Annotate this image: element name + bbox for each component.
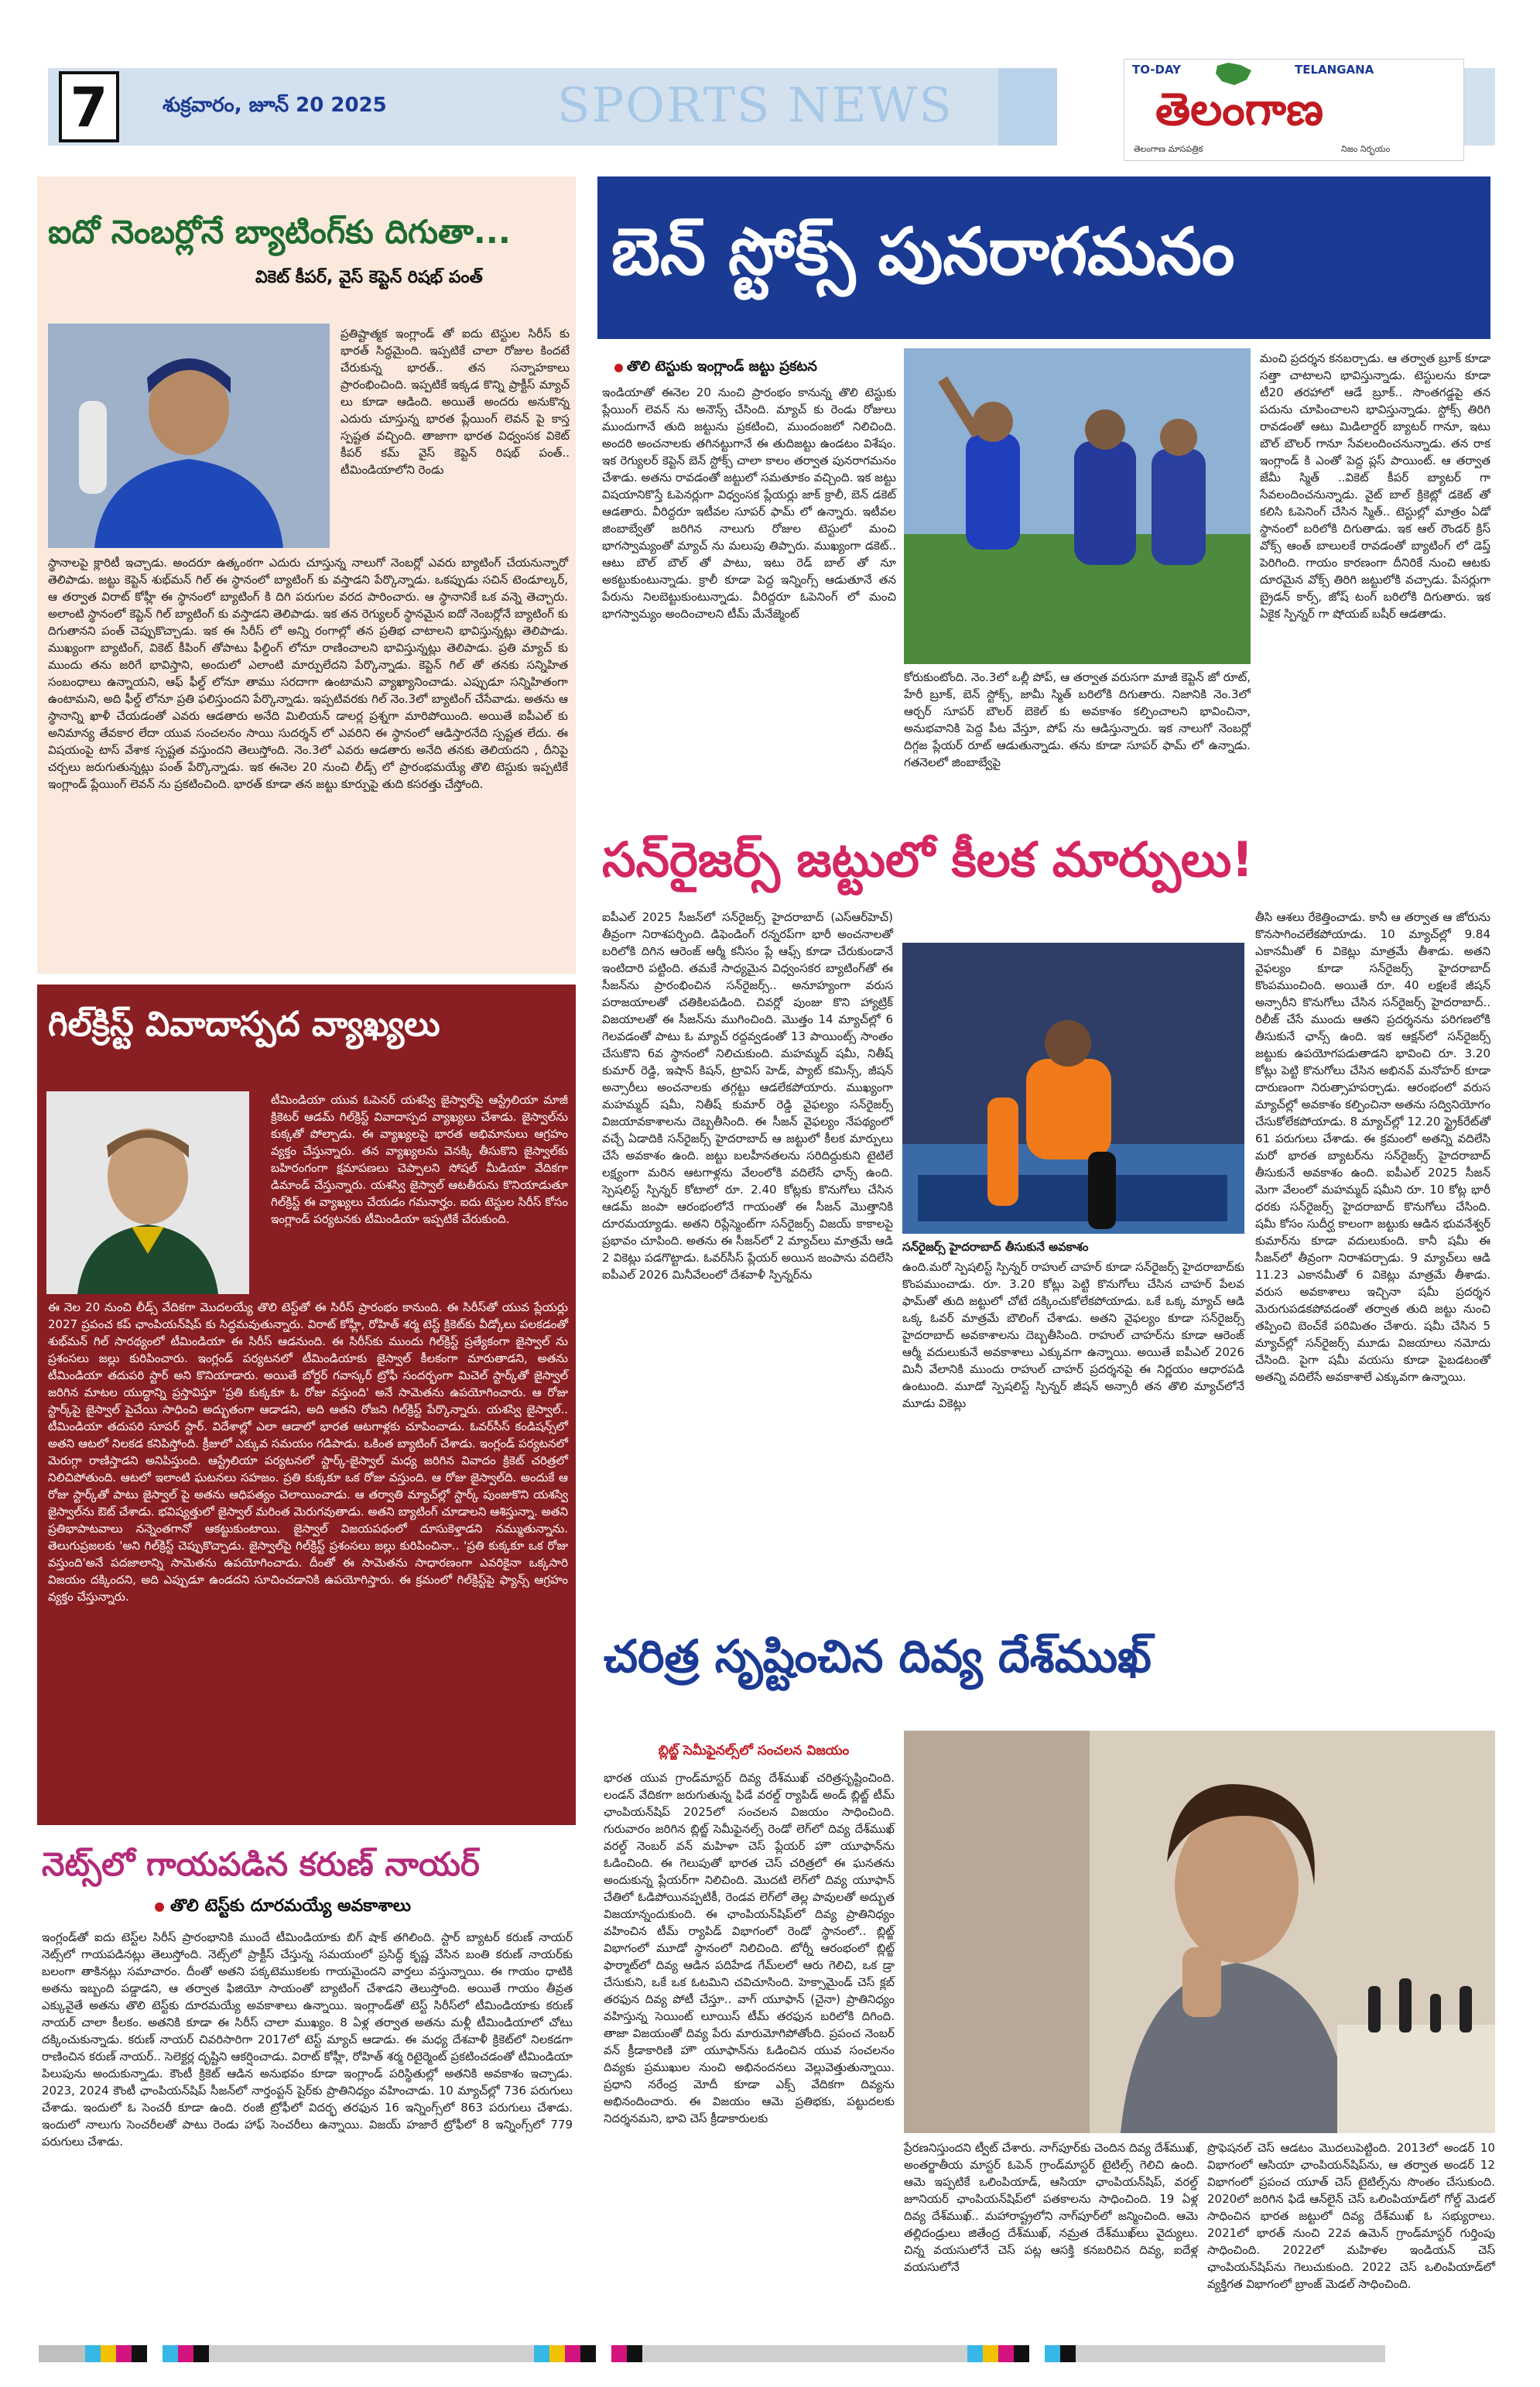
divya-headline: చరిత్ర సృష్టించిన దివ్య దేశ్‌ముఖ్ xyxy=(604,1630,1152,1683)
gilchrist-intro: టీమిండియా యువ ఓపెనర్ యశస్వి జైస్వాల్‌పై ఆస్ట్రేలియా మాజీ క్రికెటర్ ఆడమ్ గిల్‌క్రిస్ట్ వివాదాస్పద వ్యాఖ్యలు చేశాడు. జైస్వాల్‌ను కుక్కతో పోల్చాడు. ఈ వ్యాఖ్యలపై భారత అభిమానులు ఆగ్రహం వ్యక్తం చేస్తున్నారు. తన వ్యాఖ్యలను వెనక్కి తీసుకొని జైస్వాల్‌కు బహిరంగంగా క్షమాపణలు చెప్పాలని సోషల్ మీడియా వేదికగా డిమాండ్ చేస్తున్నారు. యశస్వి జైస్వాల్ ఆటతీరును కొనియాడుతూ గిల్‌క్రిస్ట్ ఈ వ్యాఖ్యలు చేయడం గమనార్హం. ఐదు టెస్టుల సిరీస్ కోసం ఇంగ్లాండ్ పర్యటనకు టీమిండియా ఇప్పటికే చేరుకుంది. xyxy=(271,1093,568,1226)
pant-photo xyxy=(48,324,330,548)
stokes-photo xyxy=(904,348,1251,664)
logo-band-right xyxy=(1464,68,1495,146)
gilchrist-body: ఈ నెల 20 నుంచి లీడ్స్ వేదికగా మొదలయ్యే తొలి టెస్ట్‌తో ఈ సిరీస్ ప్రారంభం కానుంది. ఈ సిరీస్‌తో యువ ప్లేయర్లు 2027 ప్రపంచ కప్ ఛాంపియన్‌షిప్ కు సిద్ధమవుతున్నారు. విరాట్ కోహ్లీ, రోహిత్ శర్మ టెస్ట్ క్రికెట్‌కు వీడ్కోలు పలకడంతో శుభ్‌మన్ గిల్ సారథ్యంలో టీమిండియా ఈ సిరీస్ ఆడనుంది. ఈ సిరీస్‌కు ముందు గిల్‌క్రిస్ట్ ప్రత్యేకంగా జైస్వాల్ ను ప్రశంసలు జల్లు కురిపించారు. ఇంగ్లండ్ పర్యటనలో టీమిండియాకు జైస్వాల్ కీలకంగా మారుతాడని, అతను టీమిండియా తదుపరి స్టార్ అని కొనియాడారు. అయితే బోర్డర్ గవాస్కర్ ట్రోఫీ సందర్భంగా మిచెల్ స్టార్క్‌తో జైస్వాల్ జరిగిన మాటల యుద్ధాన్ని ప్రస్తావిస్తూ 'ప్రతి కుక్కకూ ఓ రోజు వస్తుంది' అనే సామెతను ఉపయోగించారు. ఆ రోజు స్టార్క్‌పై జైస్వాల్ పైచేయి సాధించి అద్భుతంగా ఆడాడని, అది ఆతని రోజని గిల్‌క్రిస్ట్ పేర్కొన్నారు. యశస్వి జైస్వాల్.. టీమిండియా తదుపరి సూపర్ స్టార్. విదేశాల్లో ఎలా ఆడాలో భారత ఆటగాళ్లకు చూపించాడు. ఓవర్‌సీస్ కండిషన్స్‌లో అతని ఆటలో నిలకడ కనిపిస్తోంది. క్రీజులో ఎక్కువ సమయం గడిపాడు. ఒకింత బ్యాటింగ్ చేశాడు. ఇంగ్లండ్ పర్యటనలో మెరుగ్గా రాణిస్తాడని అనిపిస్తుంది. ఆస్ట్రేలియా పర్యటనలో స్టార్క్-జైస్వాల్ మధ్య జరిగిన వివాదం క్రికెట్ చరిత్రలో నిలిచిపోతుంది. ఆటలో ఇలాంటి ఘటనలు సహజం. ప్రతి కుక్కకూ ఒక రోజు వస్తుంది. ఆ రోజు జైస్వాల్‌ది. అందుకే ఆ రోజు స్టార్క్‌తో పాటు జైస్వాల్ పై అతను ఆధిపత్యం చెలాయించాడు. ఆ తర్వాతి మ్యాచ్‌ల్లో స్టార్క్ పుంజుకొని యశస్వి జైస్వాల్‌ను ఔట్ చేశాడు. భవిష్యత్తులో జైస్వాల్ మరింత మెరుగవుతాడు. అతని బ్యాటింగ్ చూడాలని ఆశిస్తున్నా. అతని ప్రతిభాపాటవాలు నన్నెంతగానో ఆకట్టుకుంటాయి. జైస్వాల్ విజయపథంలో దూసుకెళ్తాడని నమ్ముతున్నాను. తెలుగుప్రజలకు 'అని గిల్‌క్రిస్ట్ చెప్పుకొచ్చాడు. జైస్వాల్‌పై గిల్‌క్రిస్ట్ ప్రశంసలు జల్లు కురిపించినా.. 'ప్రతి కుక్కకూ ఒక రోజు వస్తుంది'అనే పదజాలాన్ని సామెతను ఉపయోగించాడు. దీంతో ఈ సామెతను సాధారణంగా ఎవరికైనా ఒక్కసారి విజయం దక్కిందని, అది ఎప్పుడూ ఉండదని సూచించడానికి ఉపయోగిస్తారు. ఈ క్రమంలో గిల్‌క్రిస్ట్‌పై ఫ్యాన్స్ ఆగ్రహం వ్యక్తం చేస్తున్నారు. xyxy=(48,1300,568,1604)
divya-col2: ప్రేరణనిస్తుందని ట్వీట్ చేశారు. నాగ్‌పూర్‌కు చెందిన దివ్య దేశ్‌ముఖ్, అంతర్జాతీయ మాస్టర్ ఓపెన్ గ్రాండ్‌మాస్టర్ టైటిల్స్ గెలిచి ఉంది. ఆమె ఇప్పటికే ఒలింపియాడ్, ఆసియా ఛాంపియన్‌షిప్, వరల్డ్ జూనియర్ ఛాంపియన్‌షిప్‌లో పతకాలను సాధించింది. 19 ఏళ్ల దివ్య దేశ్‌ముఖ్.. మహారాష్ట్రలోని నాగ్‌పూర్‌లో జన్మించింది. ఆమె తల్లిదండ్రులు జితేంద్ర దేశ్‌ముఖ్, నమ్రత దేశ్‌ముఖ్‌లు వైద్యులు. చిన్న వయసులోనే చెస్ పట్ల ఆసక్తి కనబరిచిన దివ్య, ఐదేళ్ల వయసులోనే xyxy=(904,2141,1198,2274)
divya-photo xyxy=(904,1731,1495,2133)
section-title: SPORTS NEWS xyxy=(557,77,953,133)
pant-subheadline: వికెట్ కీపర్, వైస్ కెప్టెన్ రిషభ్ పంత్ xyxy=(255,268,483,287)
logo-tagline-left: తెలంగాణ మాసపత్రిక xyxy=(1134,144,1203,154)
stokes-headline: బెన్ స్టోక్స్ పునరాగమనం xyxy=(611,214,1235,289)
logo-top-right: TELANGANA xyxy=(1295,63,1374,77)
pant-body: స్థానాలపై క్లారిటీ ఇచ్చాడు. అందరూ ఉత్కంఠగా ఎదురు చూస్తున్న నాలుగో నెంబర్లో ఎవరు బ్యాటింగ్ చేయనున్నారో తెలిపాడు. జట్టు కెప్టెన్ శుభ్‌మన్ గిల్ ఈ స్థానంలో బ్యాటింగ్ కు వస్తాడని పేర్కొన్నాడు. ఒకప్పుడు సచిన్ టెండూల్కర్, ఆ తర్వాత విరాట్ కోహ్లీ ఈ స్థానంలో బ్యాటింగ్ కి దిగి పరుగుల వరద పారించారు. ఆ స్థానానికే ఒక వన్నె తెచ్చారు. అలాంటి స్థానంలో కెప్టెన్ గిల్ బ్యాటింగ్ కు వస్తాడని తెలిపాడు. ఇక తన రెగ్యులర్ స్థానమైన ఐదో నెంబర్లోనే బ్యాటింగ్ కు దిగుతానని పంత్ చెప్పుకొచ్చాడు. ఇక ఈ సిరీస్ లో అన్ని రంగాల్లో తన ప్రతిభ చాటాలని భావిస్తున్నట్లు తెలిపాడు. ముఖ్యంగా బ్యాటింగ్, వికెట్ కీపింగ్ తోపాటు ఫీల్డింగ్ లోనూ రాణించాలని భావిస్తున్నట్లు తెలిపాడు. ప్రతి మ్యాచ్ కు ముందు తను జరిగే భావిస్తాని, అందులో ఎలాంటి మార్పులేదని పేర్కొన్నాడు. కెప్టెన్ గిల్ తో తనకు సన్నిహిత సంబంధాలు ఉన్నాయని, ఆఫ్ ఫీల్డ్ లోనూ తాము సరదాగా ఉంటామని వ్యాఖ్యానించాడు. ఎప్పుడూ సన్నిహితంగా ఉంటామని, అది ఫీల్డ్ లోనూ ప్రతి ఫలిస్తుందని పేర్కొన్నాడు. ఇప్పటివరకు గిల్ నెం.3లో బ్యాటింగ్ చేసేవాడు. అతను ఆ స్థానాన్ని ఖాళీ చేయడంతో ఎవరు ఆడతారు అనేది మిలియన్ డాలర్ల ప్రశ్నగా మారిపోయింది. అయితే ఐపీఎల్ కు అనిమాన్య తేవకార లేదా యువ సంచలనం సాయి సుదర్శన్ లో ఎవరిని ఈ స్థానంలో ఆడిస్తారనేది స్పష్టత లేదు. ఈ విషయంపై టాస్ వేశాక స్పష్టత వస్తుందని తెలుస్తోంది. నెం.3లో ఎవరు ఆడతారు అనేది తనకు తెలియదని , దీనిపై చర్చలు జరుగుతున్నట్లు పంత్ పేర్కొన్నాడు. ఇక ఈనెల 20 నుంచి లీడ్స్ లో ప్రారంభమయ్యే తొలి టెస్టుకు ఇప్పటికే ఇంగ్లాండ్ ప్లేయింగ్ లెవన్ ను ప్రకటించింది. భారత్ కూడా తన జట్టు కూర్పుపై తుది కసరత్తు చేస్తోంది. xyxy=(48,556,568,791)
logo-tagline-right: నిజం నిర్భయం xyxy=(1341,144,1391,154)
srh-photo-caption: సన్‌రైజర్స్ హైదరాబాద్ తీసుకునే అవకాశం xyxy=(902,1240,1089,1254)
divya-col3: ప్రొఫెషనల్ చెస్ ఆడటం మొదలుపెట్టింది. 2013లో అండర్ 10 విభాగంలో ఆసియా ఛాంపియన్‌షిప్‌ను, ఆ తర్వాత అండర్ 12 విభాగంలో ప్రపంచ యూత్ చెస్ టైటిల్స్‌ను సొంతం చేసుకుంది. 2020లో జరిగిన ఫిడే ఆన్‌లైన్ చెస్ ఒలింపియాడ్‌లో గోల్డ్ మెడల్ సాధించిన భారత జట్టులో దివ్య దేశ్‌ముఖ్ ఓ సభ్యురాలు. 2021లో భారత్ నుంచి 22వ ఉమెన్ గ్రాండ్‌మాస్టర్ గుర్తింపు సాధించింది. 2022లో మహిళల ఇండియన్ చెస్ ఛాంపియన్‌షిప్‌ను గెలుచుకుంది. 2022 చెస్ ఒలింపియాడ్‌లో వ్యక్తిగత విభాగంలో బ్రాంజ్ మెడల్ సాధించింది. xyxy=(1207,2141,1495,2291)
stokes-col3: మంచి ప్రదర్శన కనబర్చాడు. ఆ తర్వాత బ్రూక్ కూడా సత్తా చాటాలని భావిస్తున్నాడు. టెస్టులను కూడా టీ20 తరహాలో ఆడే బ్రూక్.. సొంతగడ్డపై తన పదును చూపించాలని భావిస్తున్నాడు. స్టోక్స్ తిరిగి రావడంతో ఆటు మిడిలార్డర్ బ్యాటర్ గానూ, ఇటు బౌల్ బౌలర్ గానూ సేవలందించనున్నాడు. తన రాక ఇంగ్లాండ్ కి ఎంతో పెద్ద ప్లస్ పాయింట్. ఆ తర్వాత జేమీ స్మిత్ ..వికెట్ కీపర్ బ్యాటర్ గా సేవలందించనున్నాడు. వైట్ బాల్ క్రికెట్లో డకెట్ తో కలిసి ఓపెనింగ్ చేసిన స్మిత్.. టెస్టుల్లో మాత్రం ఏడో స్థానంలో బరిలోకి దిగుతాడు. ఇక ఆల్ రౌండర్ క్రిస్ వోక్స్ ఆంత్ బాలులకే రావడంతో బ్యాటింగ్ లో డెప్త్ పెరిగింది. గాయం కారణంగా దీనిరికే నుంచి ఆటకు దూరమైన వోక్స్ తిరిగి జట్టులోకి వచ్చాడు. పేసర్లుగా బ్రైడన్ కార్స్, జోష్ టంగ్ బరిలోకి దిగుతారు. ఇక ఏకైక స్పిన్నర్ గా షోయబ్ బషీర్ ఆడతాడు. xyxy=(1260,351,1490,621)
newspaper-logo xyxy=(1124,59,1464,161)
gilchrist-headline: గిల్‌క్రిస్ట్ వివాదాస్పద వ్యాఖ్యలు xyxy=(48,1005,440,1044)
stokes-col2: కోరుకుంటోంది. నెం.3లో ఒల్లీ పోప్, ఆ తర్వాత వరుసగా మాజీ కెప్టెన్ జో రూట్, హేరీ బ్రూక్, బెన్ స్టోక్స్, జామీ స్మిత్ బరిలోకి దిగుతారు. నిజానికి నెం.3లో ఆర్చర్ సూపర్ బౌలర్ బెకెల్ కు అవకాశం కల్పించాలని భావించినా, అనుభవానికి పెద్ద పీట వేస్తూ, పోప్ ను ఆడిస్తున్నారు. ఇక నాలుగో నెంబర్లో దిగ్గజ ప్లేయర్ రూట్ ఆడుతున్నాడు. తను కూడా సూపర్ ఫామ్ లో ఉన్నాడు. గతనెలలో జింబాబ్వేపై xyxy=(904,670,1251,769)
karun-bullet-icon xyxy=(155,1902,164,1912)
logo-top-left: TO-DAY xyxy=(1132,63,1181,77)
stokes-subheadline: తొలి టెస్టుకు ఇంగ్లాండ్ జట్టు ప్రకటన xyxy=(627,358,817,375)
gilchrist-photo xyxy=(46,1091,249,1294)
divya-col1: భారత యువ గ్రాండ్‌మాస్టర్ దివ్య దేశ్‌ముఖ్ చరిత్రసృష్టించింది. లండన్ వేదికగా జరుగుతున్న ఫిడే వరల్డ్ ర్యాపిడ్ అండ్ బ్లిట్జ్ టీమ్ ఛాంపియన్‌షిప్ 2025లో సంచలన విజయం సాధించింది. గురువారం జరిగిన బ్లిట్జ్ సెమీఫైనల్స్ రెండో లెగ్‌లో దివ్య దేశ్‌ముఖ్ వరల్డ్ నెంబర్ వన్ మహిళా చెస్ ప్లేయర్ హౌ యూఫాన్‌ను ఓడించింది. ఈ గెలుపుతో భారత చెస్ చరిత్రలో ఈ ఘనతను అందుకున్న ప్లేయర్‌గా నిలిచింది. మొదటి లెగ్‌లో దివ్య యూఫాన్ చేతిలో ఓడిపోయినప్పటికీ, రెండవ లెగ్‌లో తెల్ల పావులతో అద్భుత విజయాన్నందుకుంది. ఈ ఛాంపియన్‌షిప్‌లో దివ్య ప్రాతినిధ్యం వహించిన టీమ్ ర్యాపిడ్ విభాగంలో రెండో స్థానంలో.. బ్లిట్జ్ విభాగంలో మూడో స్థానంలో నిలిచింది. టోర్నీ ఆరంభంలో బ్లిట్జ్ ఫార్మాట్‌లో దివ్య ఆడిన పదిహేడ గేమ్‌లలో ఆరు గెలిచి, ఒక డ్రా చేసుకుని, ఒకే ఒక ఓటమిని చవిచూసింది. హెక్సామైండ్ చెస్ క్లబ్ తరఫున దివ్య పోటీ చేస్తూ.. వాగ్ యూఫాన్ (చైనా) ప్రాతినిధ్యం వహిస్తున్న సెయింట్ లూయిస్ టీమ్ తరఫున బరిలోకి దిగింది. తాజా విజయంతో దివ్య పేరు మారుమోగిపోతోంది. ప్రపంచ నెంబర్ వన్ క్రీడాకారిణి హౌ యూఫాన్‌ను ఓడించిన యువ సంచలనం దివ్యకు ప్రముఖుల నుంచి అభినందనలు వెల్లువెత్తుతున్నాయి. ప్రధాని నరేంద్ర మోదీ కూడా ఎక్స్ వేదికగా దివ్యను అభినందించారు. ఈ విజయం ఆమె ప్రతిభకు, పట్టుదలకు నిదర్శనమని, భావి చెస్ క్రీడాకారులకు xyxy=(604,1771,895,2125)
page-number: 7 xyxy=(59,71,119,142)
srh-col2: ఉంది.మరో స్పెషలిస్ట్ స్పిన్నర్ రాహుల్ చాహర్ కూడా సన్‌రైజర్స్ హైదరాబాద్‌కు కొంపముంచాడు. రూ. 3.20 కోట్లు పెట్టి కొనుగోలు చేసిన చాహర్ పేలవ ఫామ్‌తో తుది జట్టులో చోటే దక్కించుకోలేకపోయాడు. ఒకే ఒక్క మ్యాచ్ ఆడి ఒక్క ఓవర్ మాత్రమే బౌలింగ్ చేశాడు. అతని వైఫల్యం కూడా సన్‌రైజర్స్ హైదరాబాద్ అవకాశాలను దెబ్బతీసింది. రాహుల్ చాహర్‌ను కూడా ఆరెంజ్ ఆర్మీ వదులుకునే అవకాశాలు ఎక్కువగా ఉన్నాయి. అయితే ఐపీఎల్ 2026 మినీ వేలానికి ముందు రాహుల్ చాహర్ ప్రదర్శనపై ఈ నిర్ణయం ఆధారపడి ఉంటుంది. మూడో స్పెషలిస్ట్ స్పిన్నర్ జీషన్ అన్సారీ తన తొలి మ్యాచ్‌లోనే మూడు వికెట్లు xyxy=(902,1260,1244,1410)
pant-intro: ప్రతిష్టాత్మక ఇంగ్లాండ్ తో ఐదు టెస్టుల సిరీస్ కు భారత్ సిద్ధమైంది. ఇప్పటికే చాలా రోజుల కిందటే చేరుకున్న భారత్.. తన సన్నాహకాలు ప్రారంభించింది. ఇప్పటికే ఇక్కడ కొన్ని ప్రాక్టీస్ మ్యాచ్ లు కూడా ఆడింది. అయితే అందరు అనుకొన్న ఎదురు చూస్తున్న భారత ప్లేయింగ్ లెవన్ పై కాస్త స్పష్టత వచ్చింది. తాజాగా భారత విధ్వంసక వికెట్ కీపర్ కమ్ వైస్ కెప్టెన్ రిషభ్ పంత్.. టీమిండియాలోని రెండు xyxy=(341,327,570,477)
srh-headline: సన్‌రైజర్స్ జట్టులో కీలక మార్పులు! xyxy=(602,831,1254,888)
srh-col3: తీసి ఆశలు రేకెత్తించాడు. కానీ ఆ తర్వాత ఆ జోరును కొనసాగించలేకపోయాడు. 10 మ్యాచ్‌ల్లో 9.84 ఎకానమీతో 6 వికెట్లు మాత్రమే తీశాడు. అతని వైఫల్యం కూడా సన్‌రైజర్స్ హైదరాబాద్ కొంపముంచింది. అయితే రూ. 40 లక్షలకే జీషన్ అన్సారీని కొనుగోలు చేసిన సన్‌రైజర్స్ హైదరాబాద్.. రిలీజ్ చేసే ముందు ఆతని ప్రదర్శనను పరిగణలోకి తీసుకునే ఛాన్స్ ఉంది. ఇక ఆక్షన్‌లో సన్‌రైజర్స్ జట్టుకు ఉపయోగపడుతాడని భావించి రూ. 3.20 కోట్లు పెట్టి కొనుగోలు చేసిన అభినవ్ మనోహర్ కూడా దారుణంగా నిరుత్సాహపర్చాడు. ఆరంభంలో వరుస మ్యాచ్‌ల్లో అవకాశం కల్పించినా అతను సద్వినియోగం చేసుకోలేకపోయాడు. 8 మ్యాచ్‌ల్లో 12.20 స్ట్రైక్‌రేట్‌తో 61 పరుగులు చేశాడు. ఈ క్రమంలో అతన్ని వదిలేసి మరో భారత బ్యాటర్‌ను సన్‌రైజర్స్ హైదరాబాద్ తీసుకునే అవకాశం ఉంది. ఐపీఎల్ 2025 సీజన్ మెగా వేలంలో మహమ్మద్ షమీని రూ. 10 కోట్ల భారీ ధరకు సన్‌రైజర్స్ హైదరాబాద్ కొనుగోలు చేసింది. షమీ కోసం సుదీర్ఘ కాలంగా జట్టుకు ఆడిన భువనేశ్వర్ కుమార్‌ను కూడా వదులుకుంది. కానీ షమీ ఈ సీజన్‌లో తీవ్రంగా నిరాశపర్చాడు. 9 మ్యాచ్‌లు ఆడి 11.23 ఎకానమీతో 6 వికెట్లు మాత్రమే తీశాడు. వరుస అవకాశాలు ఇచ్చినా షమీ ప్రదర్శన మెరుగుపడకపోవడంతో తర్వాత తుది జట్టు నుంచి తప్పించి బెంచ్‌కే పరిమితం చేశారు. షమీ చేసిన 5 మ్యాచ్‌ల్లో సన్‌రైజర్స్ మూడు విజయాలు నమోదు చేసింది. పైగా షమీ వయసు కూడా పైబడటంతో అతన్ని వదిలేసే అవకాశాలే ఎక్కువగా ఉన్నాయి. xyxy=(1255,910,1490,1384)
logo-name: తెలంగాణ xyxy=(1155,83,1323,135)
page-date: శుక్రవారం, జూన్ 20 2025 xyxy=(163,94,387,117)
srh-col1: ఐపీఎల్ 2025 సీజన్‌లో సన్‌రైజర్స్ హైదరాబాద్ (ఎస్ఆర్‌హెచ్) తీవ్రంగా నిరాశపర్చింది. డిఫెండింగ్ రన్నరప్‌గా భారీ అంచనాలతో బరిలోకి దిగిన ఆరెంజ్ ఆర్మీ కనీసం ప్లే ఆఫ్స్ కూడా చేరుకుండానే ఇంటిదారి పట్టింది. తమకే సాధ్యమైన విధ్వంసకర బ్యాటింగ్‌తో ఈ సీజన్‌ను ప్రారంభించిన సన్‌రైజర్స్.. అనూహ్యంగా వరుస పరాజయాలతో చతికిలపడింది. చివర్లో పుంజు కొని హ్యాట్రిక్ విజయాలతో ఈ సీజన్‌ను ముగించింది. మొత్తం 14 మ్యాచ్‌ల్లో 6 గెలవడంతో పాటు ఓ మ్యాచ్ రద్దవ్వడంతో 13 పాయింట్స్ సాంతం చేసుకొని 6వ స్థానంలో నిలిచుకుంది. మహమ్మద్ షమీ, నితీష్ కుమార్ రెడ్డి, ఇషాన్ కిషన్, ట్రావిస్ హెడ్, ప్యాట్ కమిన్స్, జీషన్ అన్సారీలు అంచనాలకు తగ్గట్టు ఆడలేకపోయారు. ముఖ్యంగా మహమ్మద్ షమీ, నితీష్ కుమార్ రెడ్డి వైఫల్యం సన్‌రైజర్స్ విజయావకాశాలను దెబ్బతీసింది. ఈ సీజన్ వైఫల్యం నేపథ్యంలో వచ్చే ఏడాదికి సన్‌రైజర్స్ హైదరాబాద్ ఆ జట్టులో కీలక మార్పులు చేసే అవకాశం ఉంది. జట్టు బలహీనతలను సరిదిద్దుకుని టైటిలే లక్ష్యంగా మరిన ఆటగాళ్లను వేలంలోకి వదిలేసే ఛాన్స్ ఉంది. స్పెషలిస్ట్ స్పిన్నర్ కోటాలో రూ. 2.40 కోట్లకు కొనుగోలు చేసిన ఆడమ్ జంపా ఆరంభంలోనే గాయంతో ఈ సీజన్ మొత్తానికి దూరమయ్యాడు. అతని రిప్లేస్మెంట్‌గా సన్‌రైజర్స్ విజయ్ కాకాలపై ప్రభావం చూపింది. అతను ఈ సీజన్‌లో 2 మ్యాచ్‌లు మాత్రమే ఆడి 2 వికెట్లు పడగొట్టాడు. ఓవర్‌సీస్ ప్లేయర్ అయిన జంపాను వదిలేసి ఐపీఎల్ 2026 మినీవేలంలో దేశవాళీ స్పిన్నర్‌ను xyxy=(602,910,893,1282)
karun-body: ఇంగ్లండ్‌తో ఐదు టెస్ట్‌ల సిరీస్ ప్రారంభానికి ముందే టీమిండియాకు బిగ్ షాక్ తగిలింది. స్టార్ బ్యాటర్ కరుణ్ నాయర్ నెట్స్‌లో గాయపడినట్లు తెలుస్తోంది. నెట్స్‌లో ప్రాక్టీస్ చేస్తున్న సమయంలో ప్రసిద్ధ్ కృష్ణ వేసిన బంతి కరుణ్ నాయర్‌కు బలంగా తాకినట్లు సమాచారం. దీంతో అతని పక్కటెముకలకు గాయమైందని వార్తలు వస్తున్నాయి. ఈ గాయం ధాటికి అతను ఇబ్బంది పడ్డాడని, ఆ తర్వాత ఫిజియో సాయంతో బ్యాటింగ్ చేశాడని తెలుస్తోంది. అయితే గాయం తీవ్రత ఎక్కువైతే అతను తొలి టెస్ట్‌కు దూరమయ్యే అవకాశాలు ఉన్నాయి. ఇంగ్లాండ్‌తో టెస్ట్ సిరీస్‌లో టీమిండియాకు కరుణ్ నాయర్ చాలా కీలకం. అతనికి కూడా ఈ సిరీస్ చాలా ముఖ్యం. 8 ఏళ్ల తర్వాత అతను మళ్లీ టీమిండియాలో చోటు దక్కించుకున్నాడు. కరుణ్ నాయర్ చివరిసారిగా 2017లో టెస్ట్ మ్యాచ్ ఆడాడు. ఈ మధ్య దేశవాళీ క్రికెట్‌లో నిలకడగా రాణించిన కరుణ్ నాయర్.. సెలెక్టర్ల దృష్టిని ఆకర్షించాడు. విరాట్ కోహ్లీ, రోహిత్ శర్మ రిటైర్మెంట్ ప్రకటించడంతో టీమిండియా పిలుపును అందుకున్నాడు. కౌంటీ క్రికెట్ ఆడిన అనుభవం కూడా ఇంగ్లాండ్ పరిస్థితుల్లో అతనికి అవకాశం ఇచ్చాడు. 2023, 2024 కౌంటీ ఛాంపియన్‌షిప్ సీజన్‌లో నార్తంప్టన్ షైర్‌కు ప్రాతినిధ్యం వహించాడు. 10 మ్యాచ్‌ల్లో 736 పరుగులు చేశాడు. ఇందులో ఓ సెంచరీ కూడా ఉంది. రంజీ ట్రోఫీలో విదర్భ తరఫున 16 ఇన్నింగ్స్‌లో 863 పరుగులు చేశాడు. ఇందులో నాలుగు సెంచరీలతో పాటు రెండు హాఫ్ సెంచరీలు ఉన్నాయి. విజయ్ హజారే ట్రోఫీలో 8 ఇన్నింగ్స్‌లో 779 పరుగులు చేశాడు. xyxy=(42,1930,573,2149)
srh-photo xyxy=(902,943,1244,1234)
stokes-bullet-icon xyxy=(614,364,623,372)
karun-subheadline: తొలి టెస్ట్‌కు దూరమయ్యే అవకాశాలు xyxy=(170,1896,411,1916)
section-title-shadow-bar xyxy=(998,68,1057,146)
registration-strip-left xyxy=(39,2345,1494,2362)
divya-subheadline: బ్లిట్జ్ సెమీఫైనల్స్‌లో సంచలన విజయం xyxy=(658,1743,850,1759)
karun-headline: నెట్స్‌లో గాయపడిన కరుణ్ నాయర్ xyxy=(42,1845,480,1883)
stokes-col1: ఇండియాతో ఈనెల 20 నుంచి ప్రారంభం కానున్న తొలి టెస్టుకు ప్లేయింగ్ లెవన్ ను అనౌన్స్ చేసింది. మ్యాచ్ కు రెండు రోజులు ముందుగానే తుది జట్టును ప్రకటించి, ముందంజలో నిలిచింది. అందరి అంచనాలకు తగినట్టుగానే ఈ తుదిజట్టు ఉండటం విశేషం. ఇక రెగ్యులర్ కెప్టెన్ బెన్ స్టోక్స్ చాలా కాలం తర్వాత పునరాగమనం చేశాడు. అతను రావడంతో జట్టులో సమతూకం వచ్చింది. ఇక జట్టు విషయానికొస్తే ఓపెనర్లుగా విధ్వంసక ప్లేయర్లు జాక్ క్రాలీ, బెన్ డకెట్ ఆడతారు. వీరిద్దరూ ఇటీవల సూపర్ ఫామ్ లో ఉన్నారు. ఇటీవల జింబాబ్వేతో జరిగిన నాలుగు రోజుల టెస్టులో మంచి భాగస్వామ్యంతో మ్యాచ్ ను మలుపు తిప్పారు. ముఖ్యంగా డకెట్.. ఆటు బౌల్ బౌల్ తో పాటు, ఇటు రెడ్ బాల్ తో నూ అకట్టుకుంటున్నాడు. క్రాలీ కూడా పెద్ద ఇన్నింగ్స్ ఆడుతూనే తన పేరును నిలబెట్టుకుంటున్నాడు. వీరిద్దరూ ఓపెనింగ్ లో మంచి భాగస్వామ్యం అందించాలని టీమ్ మేనేజ్మెంట్ xyxy=(602,385,896,621)
pant-headline: ఐదో నెంబర్లోనే బ్యాటింగ్‌కు దిగుతా... xyxy=(48,213,511,251)
